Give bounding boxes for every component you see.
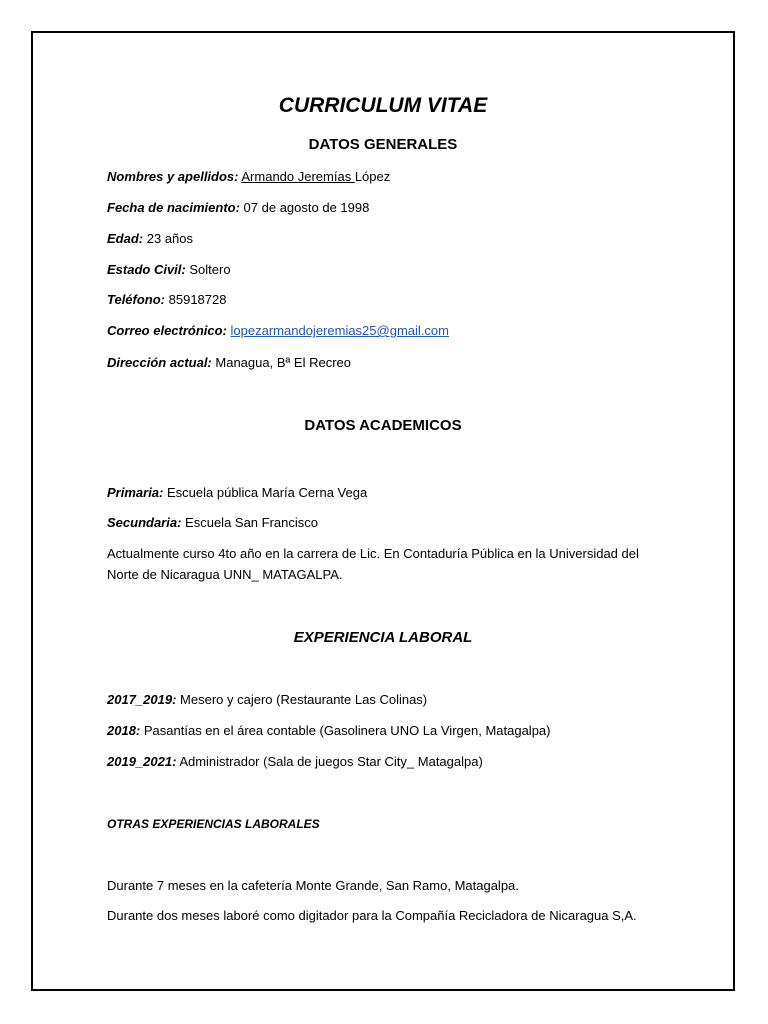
other-experience-line: Durante 7 meses en la cafetería Monte Grande, San Ramo, Matagalpa. [107,878,519,893]
field-nombre-label: Nombres y apellidos: [107,169,239,184]
section-datos-generales: DATOS GENERALES [308,136,458,153]
experience-item-period: 2018: [107,723,141,738]
field-direccion [107,355,351,370]
experience-item [107,723,550,738]
experience-item-period: 2017_2019: [107,692,177,707]
field-telefono-label: Teléfono: [107,292,166,307]
experience-item [107,692,427,707]
field-telefono-value: 85918728 [168,292,227,307]
field-fecha [107,200,369,215]
field-direccion-value: Managua, Bª El Recreo [215,355,351,370]
field-correo-label: Correo electrónico: [107,323,227,338]
field-fecha-value: 07 de agosto de 1998 [243,200,370,215]
field-estado-label: Estado Civil: [107,262,186,277]
field-correo [107,323,449,338]
field-nombre [107,169,390,184]
field-edad-label: Edad: [107,231,144,246]
field-edad-value: 23 años [146,231,194,246]
cv-title: CURRICULUM VITAE [278,94,488,117]
field-nombre-value: Armando Jeremías [241,169,355,184]
field-edad [107,231,193,246]
field-secundaria-label: Secundaria: [107,515,182,530]
cv-page [31,31,735,991]
field-primaria [107,485,367,500]
field-secundaria-value: Escuela San Francisco [185,515,318,530]
academic-current-paragraph: Actualmente curso 4to año en la carrera de Lic. En Contaduría Pública en la Universidad del Norte de Nicaragua UNN_ MATAGALPA. [107,546,639,582]
field-estado-civil [107,262,231,277]
field-direccion-label: Dirección actual: [107,355,212,370]
experience-item [107,754,483,769]
field-nombre-value-rest: López [354,169,391,184]
experience-item-desc: Administrador (Sala de juegos Star City_ Matagalpa) [179,754,483,769]
section-experiencia-laboral: EXPERIENCIA LABORAL [293,629,473,646]
experience-item-period: 2019_2021: [107,754,177,769]
experience-item-desc: Mesero y cajero (Restaurante Las Colinas) [180,692,428,707]
section-otras-experiencias: OTRAS EXPERIENCIAS LABORALES [107,817,320,831]
experience-item-desc: Pasantías en el área contable (Gasolinera UNO La Virgen, Matagalpa) [143,723,551,738]
field-estado-value: Soltero [189,262,231,277]
section-datos-academicos: DATOS ACADEMICOS [304,417,462,434]
field-secundaria [107,515,318,530]
email-link[interactable]: lopezarmandojeremias25@gmail.com [230,323,449,338]
field-primaria-label: Primaria: [107,485,164,500]
other-experience-line: Durante dos meses laboré como digitador para la Compañía Recicladora de Nicaragua S,A. [107,908,637,923]
field-telefono [107,292,226,307]
field-fecha-label: Fecha de nacimiento: [107,200,240,215]
field-primaria-value: Escuela pública María Cerna Vega [167,485,368,500]
